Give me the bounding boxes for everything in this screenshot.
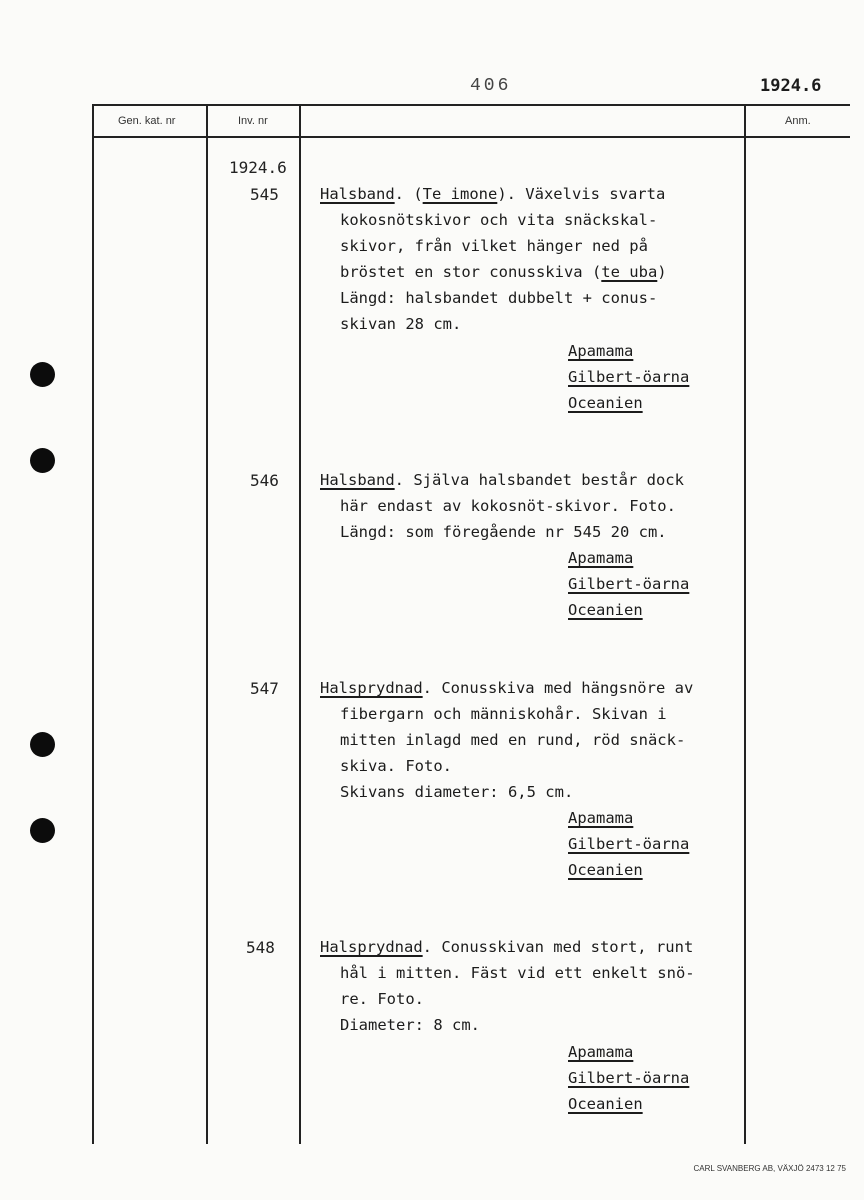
entry-547-line: skiva. Foto. [340,757,452,775]
punch-hole [30,448,55,473]
location-region: Oceanien [568,861,643,879]
entry-title-text: ). Växelvis svarta [497,185,666,203]
entry-title-text: . Själva halsbandet består dock [394,471,684,489]
entry-line-text: ) [657,263,667,281]
column-divider-left-edge [92,104,94,1144]
entry-545-line: skivan 28 cm. [340,315,462,333]
entry-title-text: . Conusskivan med stort, runt [422,938,694,956]
entry-keyword: Halsprydnad [320,679,423,697]
column-divider-desc-anm [744,104,746,1144]
printer-imprint [693,1164,846,1173]
location-archipelago: Gilbert-öarna [568,835,690,853]
location-region: Oceanien [568,394,643,412]
location-archipelago: Gilbert-öarna [568,575,690,593]
entry-545-line: skivor, från vilket hänger ned på [340,237,648,255]
entry-title-text: . Conusskiva med hängsnöre av [422,679,694,697]
entry-545-line: Längd: halsbandet dubbelt + conus- [340,289,658,307]
location-island: Apamama [568,809,634,827]
column-header-anm: Anm. [785,115,811,127]
inv-nr-546: 546 [250,471,279,490]
entry-line-text: bröstet en stor conusskiva ( [340,263,602,281]
entry-546-title [320,471,684,489]
column-header-inv-nr: Inv. nr [238,115,268,127]
entry-548-line: re. Foto. [340,990,424,1008]
printer-name: CARL SVANBERG AB, VÄXJÖ [693,1164,804,1173]
entry-keyword: Halsprydnad [320,938,423,956]
column-header-gen-kat-nr: Gen. kat. nr [118,115,176,127]
entry-keyword: Halsband [320,185,395,203]
entry-545-line: kokosnötskivor och vita snäckskal- [340,211,658,229]
native-term: te uba [601,263,658,281]
entry-546-line: här endast av kokosnöt-skivor. Foto. [340,497,676,515]
entry-keyword: Halsband [320,471,395,489]
punch-hole [30,732,55,757]
location-island: Apamama [568,549,634,567]
entry-546-line: Längd: som föregående nr 545 20 cm. [340,523,667,541]
entry-547-title [320,679,693,697]
entry-title-text: . ( [394,185,423,203]
entry-547-line: mitten inlagd med en rund, röd snäck- [340,731,686,749]
entry-548-line: Diameter: 8 cm. [340,1016,480,1034]
location-region: Oceanien [568,1095,643,1113]
column-divider-gen-inv [206,104,208,1144]
year-code: 1924.6 [760,76,822,96]
column-divider-inv-desc [299,104,301,1144]
inv-nr-545: 545 [250,185,279,204]
location-region: Oceanien [568,601,643,619]
entry-547-line: Skivans diameter: 6,5 cm. [340,783,574,801]
punch-hole [30,818,55,843]
inv-nr-547: 547 [250,679,279,698]
entry-548-line: hål i mitten. Fäst vid ett enkelt snö- [340,964,695,982]
location-island: Apamama [568,1043,634,1061]
entry-545-title [320,185,665,203]
punch-hole [30,362,55,387]
form-code: 2473 12 75 [805,1164,846,1173]
location-island: Apamama [568,342,634,360]
entry-548-title [320,938,693,956]
location-archipelago: Gilbert-öarna [568,368,690,386]
entry-545-line [340,263,667,281]
entry-547-line: fibergarn och människohår. Skivan i [340,705,667,723]
page-number: 406 [470,76,512,96]
accession-year: 1924.6 [229,158,287,177]
inv-nr-548: 548 [246,938,275,957]
native-term: Te imone [422,185,498,203]
location-archipelago: Gilbert-öarna [568,1069,690,1087]
